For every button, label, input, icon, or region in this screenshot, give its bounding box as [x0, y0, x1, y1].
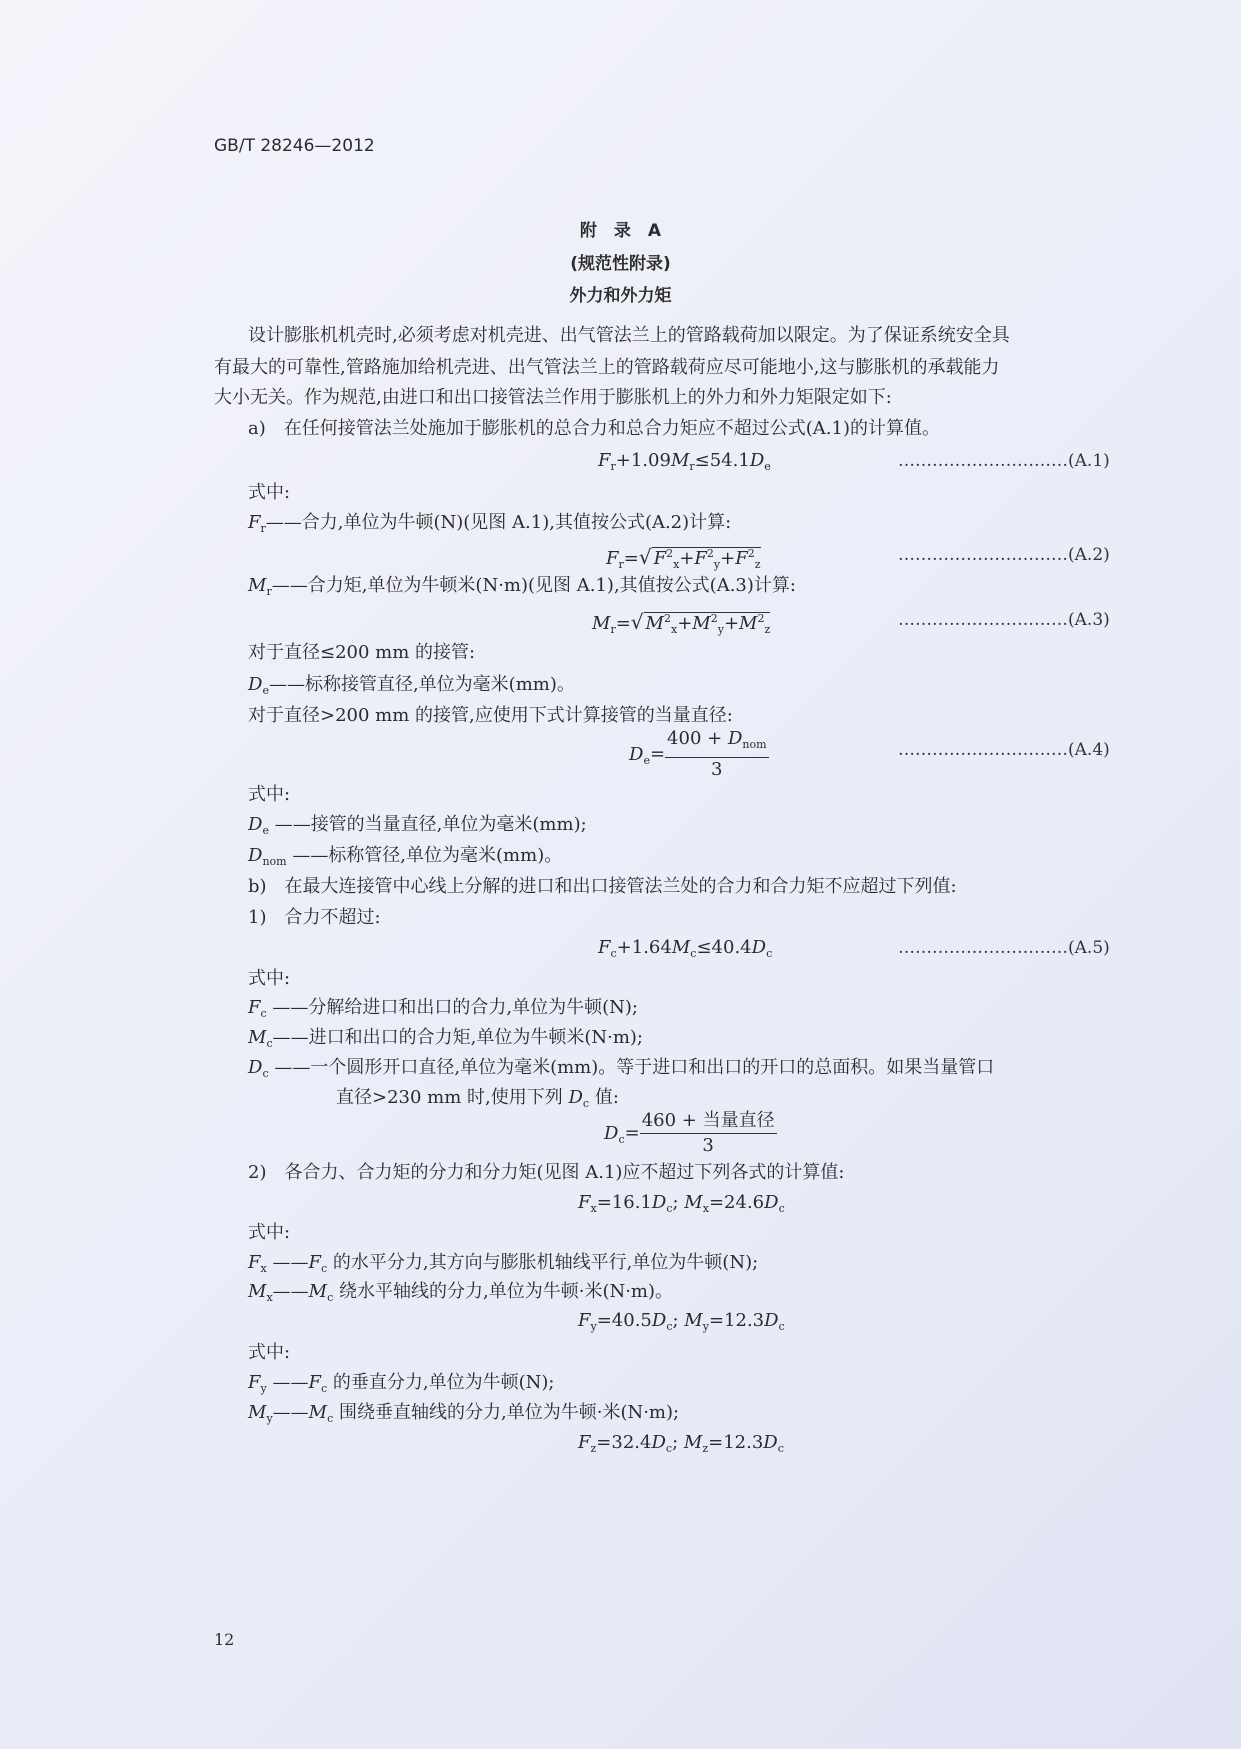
definition-fc-text: ——分解给进口和出口的合力,单位为牛顿(N);	[272, 997, 638, 1018]
definition-de-equivalent-text: ——接管的当量直径,单位为毫米(mm);	[274, 814, 587, 835]
formula-my-coefficient: =12.3	[708, 1310, 765, 1331]
where-label-2: 式中:	[248, 784, 291, 805]
definition-my: $M_y——M_c$ 围绕垂直轴线的分力,单位为牛顿·米(N·m);	[248, 1402, 680, 1425]
equation-number-a3: …………………………(A.3)	[898, 610, 1110, 630]
formula-fy-coefficient: =40.5	[596, 1310, 652, 1331]
definition-dc-continued-text: 直径>230 mm 时,使用下列	[336, 1087, 563, 1108]
definition-dnom-text: ——标称管径,单位为毫米(mm)。	[292, 845, 563, 866]
item-b1: 1) 合力不超过:	[248, 907, 381, 928]
definition-mr: $M_r——$合力矩,单位为牛顿米(N·m)(见图 A.1),其值按公式(A.3)计算:	[248, 575, 796, 598]
definition-mx-text: 绕水平轴线的分力,单位为牛顿·米(N·m)。	[339, 1281, 674, 1302]
equation-number-a2: …………………………(A.2)	[898, 545, 1110, 565]
definition-fc: $F_c$ ——分解给进口和出口的合力,单位为牛顿(N);	[248, 997, 638, 1020]
standard-number: GB/T 28246—2012	[214, 136, 375, 156]
formula-z-components: $F_z=32.4D_c$; $M_z=12.3D_c$	[578, 1432, 784, 1455]
definition-dc-text: ——一个圆形开口直径,单位为毫米(mm)。等于进口和出口的开口的总面积。如果当量管口	[274, 1057, 995, 1078]
definition-fr-text: ——合力,单位为牛顿(N)(见图 A.1),其值按公式(A.2)计算:	[265, 512, 732, 533]
appendix-title: 附 录 A	[579, 221, 662, 241]
intro-line-3: 大小无关。作为规范,由进口和出口接管法兰作用于膨胀机上的外力和外力矩限定如下:	[214, 387, 892, 408]
formula-a1-rhs: ≤54.1	[694, 450, 750, 471]
definition-dc-continued: 直径>230 mm 时,使用下列 $D_c$ 值:	[336, 1087, 619, 1110]
definition-mx: $M_x——M_c$ 绕水平轴线的分力,单位为牛顿·米(N·m)。	[248, 1281, 674, 1304]
formula-fx-coefficient: =16.1	[596, 1192, 652, 1213]
appendix-name: 外力和外力矩	[569, 286, 672, 306]
formula-a4: $D_e=$ $\frac{400 + D_{nom}}{3}$	[629, 728, 767, 780]
formula-y-components: $F_y=40.5D_c$; $M_y=12.3D_c$	[578, 1310, 785, 1333]
definition-de-nominal: $D_e——$标称接管直径,单位为毫米(mm)。	[248, 674, 575, 697]
equation-number-a4: …………………………(A.4)	[898, 740, 1110, 760]
intro-line-1: 设计膨胀机机壳时,必须考虑对机壳进、出气管法兰上的管路载荷加以限定。为了保证系统安全具	[248, 325, 1010, 346]
formula-fz-coefficient: =32.4	[596, 1432, 652, 1453]
equation-number-a5: …………………………(A.5)	[898, 938, 1110, 958]
item-b: b) 在最大连接管中心线上分解的进口和出口接管法兰处的合力和合力矩不应超过下列值:	[248, 876, 957, 897]
formula-dc: $D_c=$ $\frac{\text{460 + 当量直径}}{3}$	[604, 1110, 775, 1156]
definition-fy-text: 的垂直分力,单位为牛顿(N);	[332, 1372, 555, 1393]
diameter-le-200: 对于直径≤200 mm 的接管:	[248, 642, 476, 663]
equation-number-a1: …………………………(A.1)	[898, 451, 1110, 471]
definition-fx: $F_x$ $——F_c$ 的水平分力,其方向与膨胀机轴线平行,单位为牛顿(N);	[248, 1252, 759, 1275]
formula-a3: $M_r=√$ $M^2_x+M^2_y+M^2_z$	[592, 610, 771, 636]
formula-a4-denominator: 3	[711, 759, 723, 780]
formula-dc-denominator: 3	[702, 1135, 714, 1156]
appendix-type: (规范性附录)	[570, 254, 671, 274]
definition-my-text: 围绕垂直轴线的分力,单位为牛顿·米(N·m);	[339, 1402, 680, 1423]
formula-a1-mid: +1.09	[615, 450, 671, 471]
formula-a5: $F_c+1.64M_c\le 40.4D_c$	[598, 937, 773, 960]
formula-a4-numerator: 400 +	[667, 728, 728, 749]
intro-line-2: 有最大的可靠性,管路施加给机壳进、出气管法兰上的管路载荷应尽可能地小,这与膨胀机的承载能力	[214, 357, 1000, 378]
where-label-5: 式中:	[248, 1342, 291, 1363]
where-label-1: 式中:	[248, 482, 291, 503]
formula-a2: $F_r=√$ $F^2_x+F^2_y+F^2_z$	[606, 545, 761, 571]
where-label-4: 式中:	[248, 1222, 291, 1243]
diameter-gt-200: 对于直径>200 mm 的接管,应使用下式计算接管的当量直径:	[248, 705, 733, 726]
definition-mc: $M_c——$进口和出口的合力矩,单位为牛顿米(N·m);	[248, 1027, 643, 1050]
definition-fr: $F_r——$合力,单位为牛顿(N)(见图 A.1),其值按公式(A.2)计算:	[248, 512, 732, 535]
definition-fx-text: 的水平分力,其方向与膨胀机轴线平行,单位为牛顿(N);	[332, 1252, 759, 1273]
definition-fy: $F_y$ $——F_c$ 的垂直分力,单位为牛顿(N);	[248, 1372, 555, 1395]
where-label-3: 式中:	[248, 968, 291, 989]
formula-mx-coefficient: =24.6	[708, 1192, 765, 1213]
formula-mz-coefficient: =12.3	[708, 1432, 764, 1453]
definition-de-equivalent: $D_e$ ——接管的当量直径,单位为毫米(mm);	[248, 814, 587, 837]
definition-dc: $D_c$ ——一个圆形开口直径,单位为毫米(mm)。等于进口和出口的开口的总面积。如果当量管口	[248, 1057, 995, 1080]
formula-dc-numerator: 460 + 当量直径	[640, 1109, 777, 1134]
formula-a5-rhs: ≤40.4	[696, 937, 752, 958]
definition-dc-continued-end: 值:	[594, 1087, 619, 1108]
formula-x-components: $F_x=16.1D_c$; $M_x=24.6D_c$	[578, 1192, 785, 1215]
formula-a1: $F_r+1.09M_r\le 54.1D_e$	[598, 450, 771, 473]
item-a: a) 在任何接管法兰处施加于膨胀机的总合力和总合力矩应不超过公式(A.1)的计算值。	[248, 418, 940, 439]
definition-dnom: $D_{nom}$ ——标称管径,单位为毫米(mm)。	[248, 845, 563, 868]
item-b2: 2) 各合力、合力矩的分力和分力矩(见图 A.1)应不超过下列各式的计算值:	[248, 1162, 845, 1183]
formula-a5-mid: +1.64	[616, 937, 672, 958]
page-number: 12	[214, 1630, 235, 1649]
definition-mr-text: ——合力矩,单位为牛顿米(N·m)(见图 A.1),其值按公式(A.3)计算:	[271, 575, 796, 596]
definition-mc-text: ——进口和出口的合力矩,单位为牛顿米(N·m);	[272, 1027, 643, 1048]
definition-de-nominal-text: ——标称接管直径,单位为毫米(mm)。	[268, 674, 575, 695]
